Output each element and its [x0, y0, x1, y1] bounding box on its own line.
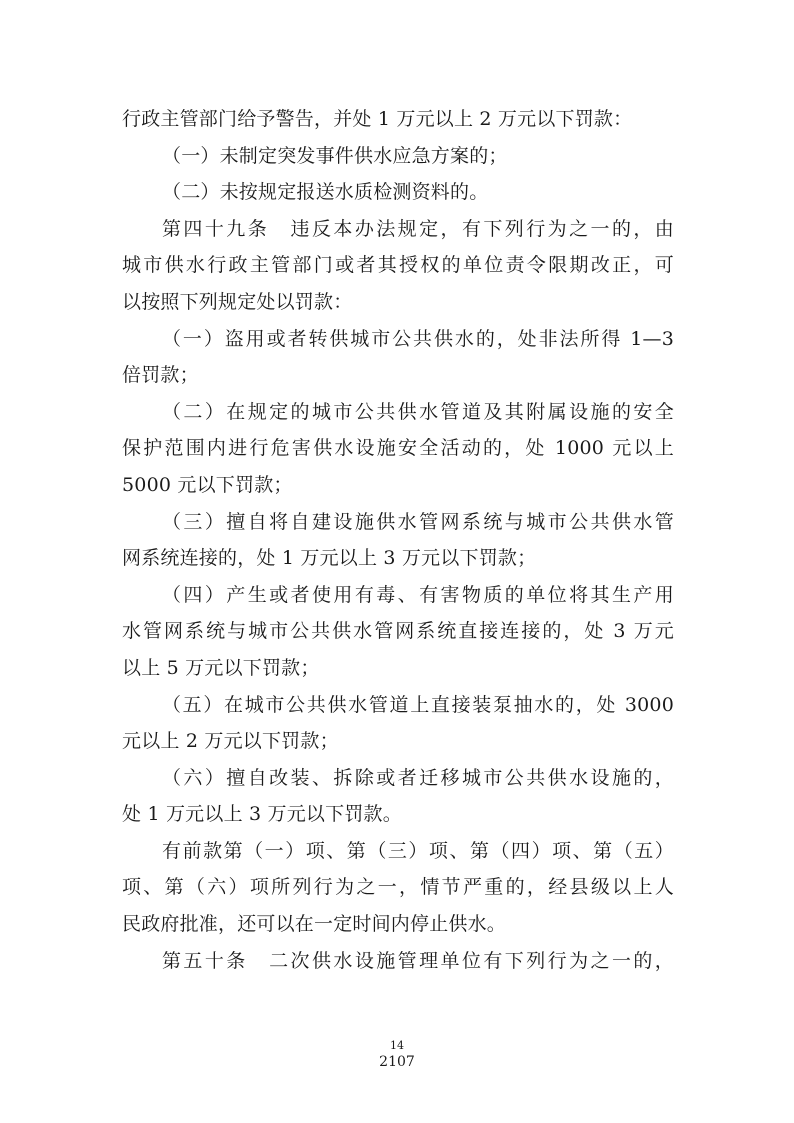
- text-line: 有前款第（一）项、第（三）项、第（四）项、第（五）: [162, 839, 674, 862]
- text-line: 以按照下列规定处以罚款：: [122, 290, 353, 313]
- text-line: 5000 元以下罚款；: [122, 473, 293, 496]
- text-line: （五）在城市公共供水管道上直接装泵抽水的，处 3000: [162, 693, 674, 716]
- text-line: （二）未按规定报送水质检测资料的。: [162, 181, 489, 204]
- text-line: （二）在规定的城市公共供水管道及其附属设施的安全: [162, 400, 674, 423]
- text-line: 元以上 2 万元以下罚款；: [122, 730, 339, 753]
- text-line: 民政府批准，还可以在一定时间内停止供水。: [122, 913, 507, 936]
- text-line: （六）擅自改装、拆除或者迁移城市公共供水设施的，: [162, 766, 674, 789]
- text-line: 项、第（六）项所列行为之一，情节严重的，经县级以上人: [122, 876, 674, 899]
- text-line: （一）盗用或者转供城市公共供水的，处非法所得 1—3: [162, 327, 674, 350]
- text-line: （一）未制定突发事件供水应急方案的；: [162, 144, 508, 167]
- text-line: 以上 5 万元以下罚款；: [122, 656, 320, 679]
- text-line: （三）擅自将自建设施供水管网系统与城市公共供水管: [162, 510, 674, 533]
- document-body: [122, 101, 674, 979]
- text-line: 处 1 万元以上 3 万元以下罚款。: [122, 803, 402, 826]
- page-number: 14: [390, 1039, 404, 1052]
- text-line: （四）产生或者使用有毒、有害物质的单位将其生产用: [162, 583, 674, 606]
- article-heading-line: 第五十条 二次供水设施管理单位有下列行为之一的，: [162, 949, 674, 972]
- text-line: 保护范围内进行危害供水设施安全活动的，处 1000 元以上: [122, 437, 674, 460]
- text-line: 行政主管部门给予警告，并处 1 万元以上 2 万元以下罚款：: [122, 108, 633, 130]
- article-heading-line: 第四十九条 违反本办法规定，有下列行为之一的，由: [162, 217, 674, 240]
- text-line: 水管网系统与城市公共供水管网系统直接连接的，处 3 万元: [122, 620, 674, 643]
- text-line: 倍罚款；: [122, 364, 199, 387]
- document-number: 2107: [379, 1054, 415, 1070]
- text-line: 网系统连接的，处 1 万元以上 3 万元以下罚款；: [122, 547, 537, 570]
- text-line: 城市供水行政主管部门或者其授权的单位责令限期改正，可: [122, 254, 674, 277]
